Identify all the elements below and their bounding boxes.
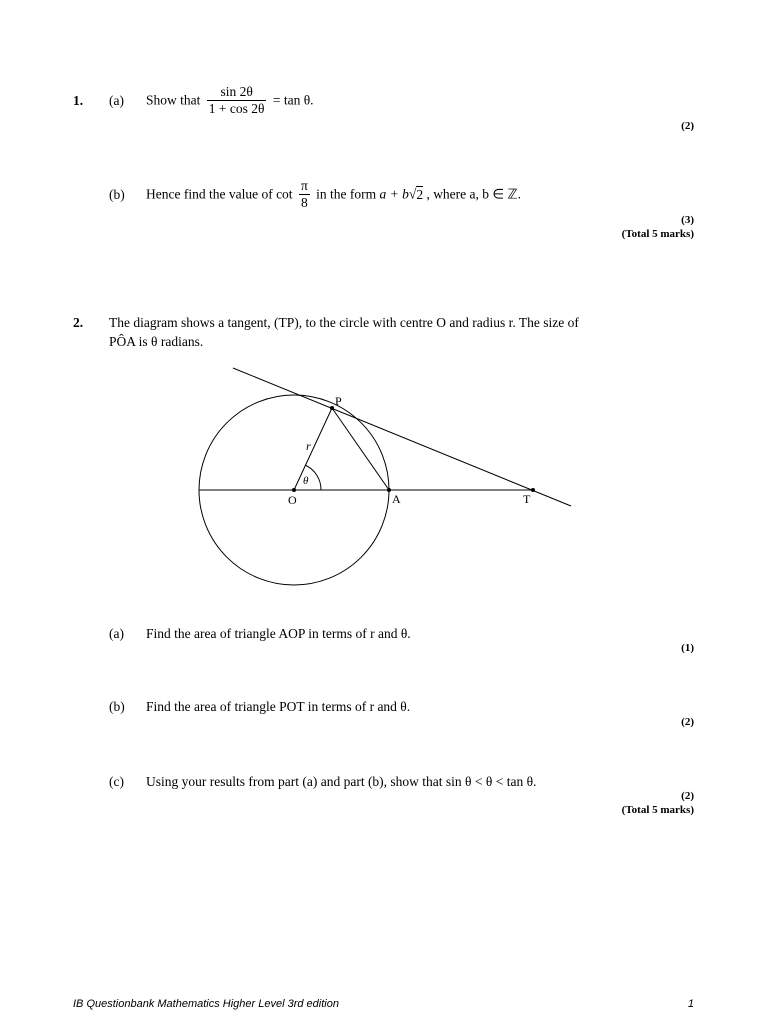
q2a-text: Find the area of triangle AOP in terms of r and θ. bbox=[146, 626, 411, 641]
footer-page-number: 1 bbox=[687, 998, 694, 1010]
label-p: P bbox=[335, 394, 342, 408]
q2b-label: (b) bbox=[109, 699, 125, 714]
point-o bbox=[292, 488, 296, 492]
q1a-text-pre: Show that bbox=[146, 92, 201, 108]
q1b-form-sqrt: 2 bbox=[416, 186, 424, 202]
tangent-line bbox=[233, 368, 571, 506]
q1b-form-a: a + bbox=[379, 186, 403, 202]
q1a-text-post: = tan θ. bbox=[272, 92, 314, 108]
sqrt-icon: √2 bbox=[408, 186, 424, 202]
q1a-frac-den: 1 + cos 2θ bbox=[208, 101, 265, 116]
q1-total: (Total 5 marks) bbox=[621, 228, 694, 240]
label-theta: θ bbox=[303, 475, 309, 487]
point-p bbox=[330, 406, 334, 410]
q2c-text: Using your results from part (a) and part (b), show that sin θ < θ < tan θ. bbox=[146, 774, 537, 789]
footer-source: IB Questionbank Mathematics Higher Level 3rd edition bbox=[73, 998, 339, 1010]
label-t: T bbox=[523, 492, 531, 506]
q2-number: 2. bbox=[73, 315, 84, 330]
q1a-label: (a) bbox=[109, 93, 124, 108]
q2a-marks: (1) bbox=[681, 642, 694, 654]
point-t bbox=[531, 488, 535, 492]
q1a-frac-num: sin 2θ bbox=[207, 84, 267, 101]
radius-op bbox=[294, 408, 332, 490]
q1b-form-b: b bbox=[402, 186, 409, 202]
q1a-marks: (2) bbox=[681, 120, 694, 132]
q2-intro-line1: The diagram shows a tangent, (TP), to the circle with centre O and radius r. The size of bbox=[109, 315, 579, 330]
q2b-marks: (2) bbox=[681, 716, 694, 728]
q1b-frac-num: π bbox=[300, 178, 308, 193]
label-r: r bbox=[306, 439, 311, 453]
q2b-text: Find the area of triangle POT in terms of r and θ. bbox=[146, 699, 411, 714]
label-o: O bbox=[288, 493, 297, 507]
q1b-text-mid: in the form bbox=[316, 186, 377, 202]
q1-number: 1. bbox=[73, 93, 84, 108]
q1b-text-post: , where a, b ∈ ℤ. bbox=[426, 186, 521, 202]
q2-intro-line2: PÔA is θ radians. bbox=[109, 334, 204, 349]
q2-total: (Total 5 marks) bbox=[621, 804, 694, 816]
point-a bbox=[387, 488, 391, 492]
q2c-marks: (2) bbox=[681, 790, 694, 802]
label-a: A bbox=[392, 492, 401, 506]
q2a-label: (a) bbox=[109, 626, 124, 641]
q1b-label: (b) bbox=[109, 187, 125, 202]
q2c-label: (c) bbox=[109, 774, 124, 789]
q1b-frac-den: 8 bbox=[300, 195, 308, 210]
q1b-marks: (3) bbox=[681, 214, 694, 226]
q1b-text-pre: Hence find the value of cot bbox=[146, 186, 293, 202]
